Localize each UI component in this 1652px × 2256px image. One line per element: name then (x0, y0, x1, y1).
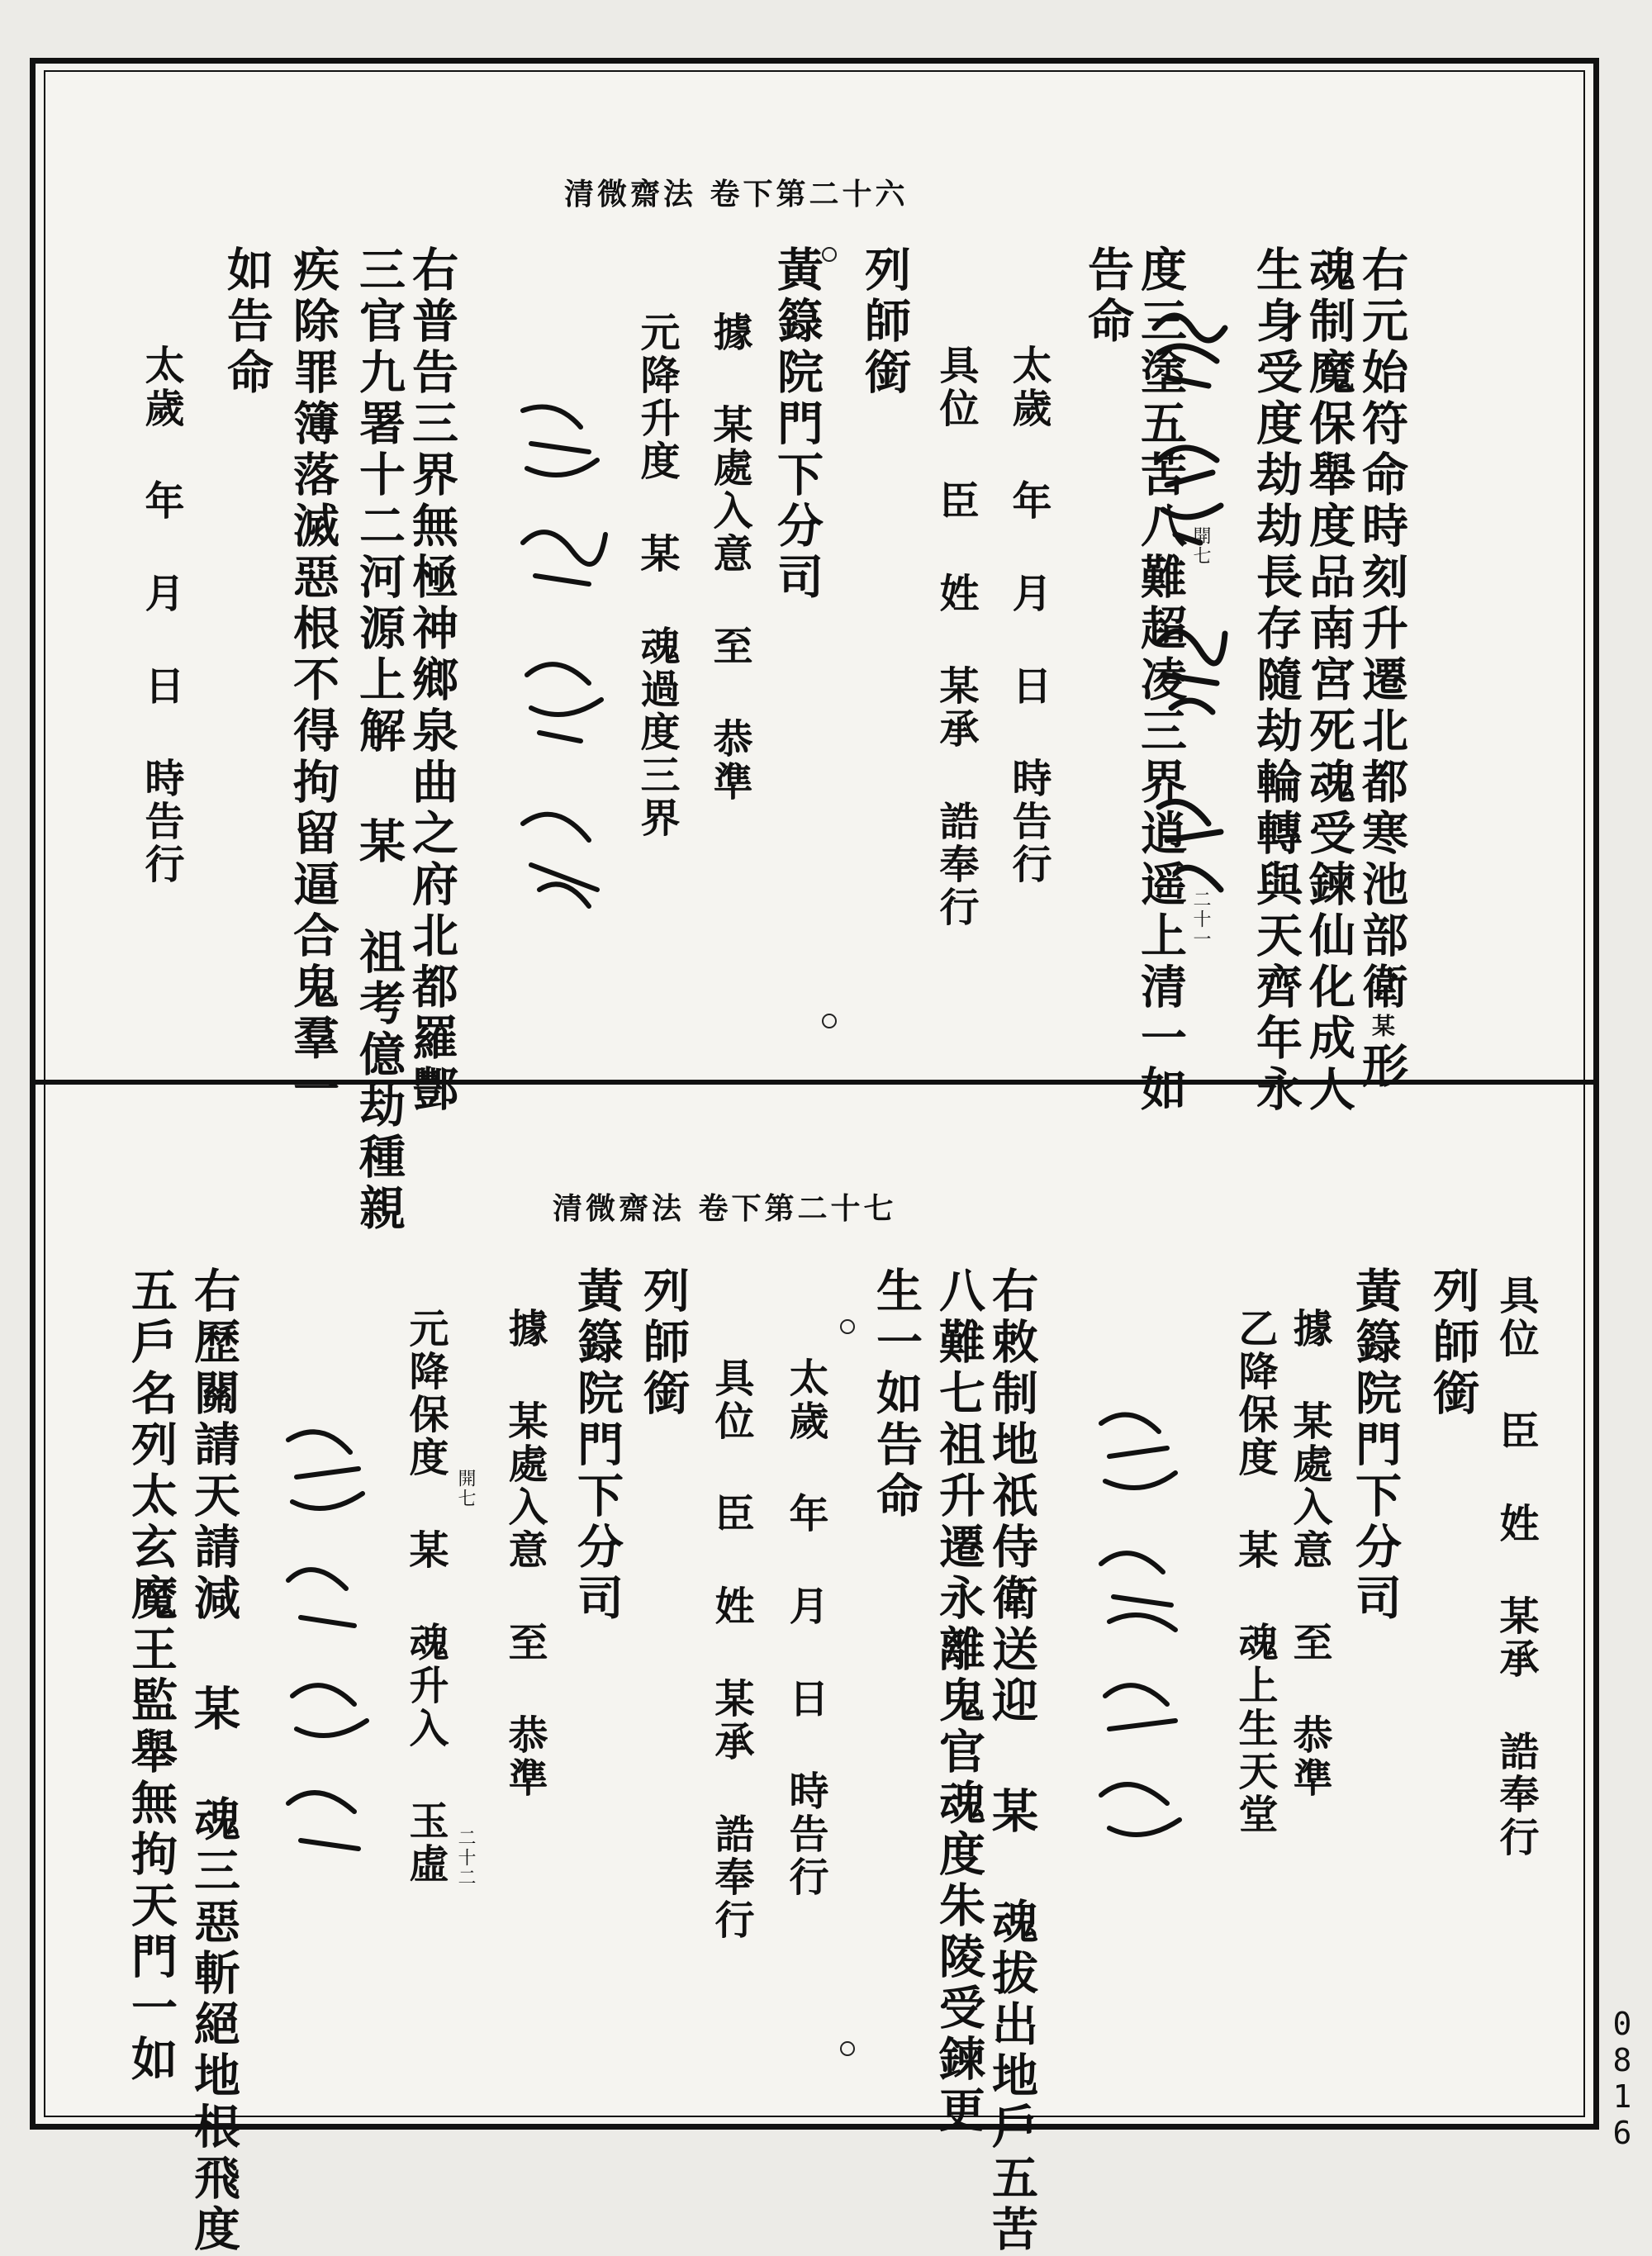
bottom-col-10: 具位 臣 姓 某承 誥奉行 (708, 1357, 754, 1942)
bottom-col-14: 元降保度 某 魂升入 玉虛 (402, 1308, 449, 1886)
top-col-4: 度三塗五苦八難超凌三界逍遥上清一如 (1133, 245, 1188, 1116)
bottom-col-3: 黃籙院門下分司 (1348, 1266, 1403, 1625)
page-frame (30, 58, 1599, 2256)
bottom-circle-1 (840, 1319, 855, 1334)
bottom-talisman-seal-2 (272, 1415, 379, 1878)
bottom-col-8: 生一如告命 (869, 1266, 923, 1522)
bottom-circle-2 (840, 2041, 855, 2056)
bottom-col-12: 黃籙院門下分司 (570, 1266, 624, 1625)
top-circle-2 (822, 1014, 837, 1028)
top-col-15: 如告命 (220, 245, 274, 399)
top-col-2: 魂制魔保舉度品南宮死魂受鍊仙化成人 (1302, 245, 1356, 1116)
top-col-13: 三官九署十二河源上解 某 祖考億劫種親 (352, 245, 406, 1235)
top-col-12: 右普告三界無極神鄉泉曲之府北都羅酆 (405, 245, 459, 1116)
page-number: 0816 (1604, 2006, 1640, 2151)
bottom-col-1: 具位 臣 姓 某承 誥奉行 (1493, 1275, 1539, 1859)
bottom-col-15: 右歷關請天請減 某 魂三惡斬絕地根飛度 (187, 1266, 241, 2256)
top-col-1-tail: 形 (1355, 1042, 1409, 1093)
top-margin-note-2: 二十一 (1190, 890, 1211, 949)
top-col-1-note: 某 (1369, 1014, 1396, 1042)
top-circle-1 (822, 247, 837, 262)
bottom-col-6: 右敕制地祇侍衛送迎 某 魂拔出地戶五苦 (985, 1266, 1039, 2256)
top-col-9: 黃籙院門下分司 (770, 245, 824, 604)
top-col-7: 具位 臣 姓 某承 誥奉行 (933, 344, 979, 929)
bottom-margin-note-2: 二十二 (455, 1828, 476, 1888)
top-col-3: 生身受度劫劫長存隨劫輪轉與天齊年永 (1249, 245, 1303, 1116)
top-col-11: 元降升度 某 魂過度三界 (634, 311, 680, 840)
top-col-5: 告命 (1080, 245, 1135, 348)
top-col-16: 太歲 年 月 日 時告行 (138, 344, 184, 886)
top-header: 清微齋法 卷下第二十六 (564, 177, 909, 211)
bottom-col-7: 八難七祖升遷永離鬼官魂度朱陵受鍊更 (932, 1266, 986, 2137)
bottom-margin-note: 開七 (455, 1469, 476, 1508)
top-talisman-seal-1 (1142, 295, 1233, 906)
bottom-talisman-seal-1 (1085, 1399, 1192, 1861)
bottom-col-11: 列師銜 (636, 1266, 691, 1420)
bottom-col-13: 據 某處入意 至 恭準 (501, 1308, 548, 1800)
bottom-col-9: 太歲 年 月 日 時告行 (782, 1357, 828, 1899)
bottom-header: 清微齋法 卷下第二十七 (553, 1191, 897, 1226)
top-col-10: 據 某處入意 至 恭準 (706, 311, 752, 804)
top-col-8: 列師銜 (857, 245, 912, 399)
top-col-1-text: 右元始符命時刻升遷北都寒池部衛 (1355, 245, 1409, 1014)
bottom-col-5: 乙降保度 某 魂上生天堂 (1232, 1308, 1278, 1836)
bottom-col-2: 列師銜 (1426, 1266, 1480, 1420)
bottom-panel (36, 1085, 1593, 2256)
top-talisman-seal-2 (506, 394, 614, 923)
top-col-14: 疾除罪簿落滅惡根不得拘留逼合鬼羣一 (286, 245, 340, 1116)
bottom-col-16: 五戶名列太玄魔王監舉無拘天門一如 (124, 1266, 178, 2086)
top-col-1 (1355, 245, 1408, 1093)
top-margin-note: 開七 (1190, 526, 1211, 566)
bottom-col-4: 據 某處入意 至 恭準 (1286, 1308, 1332, 1800)
top-col-6: 太歲 年 月 日 時告行 (1005, 344, 1051, 886)
